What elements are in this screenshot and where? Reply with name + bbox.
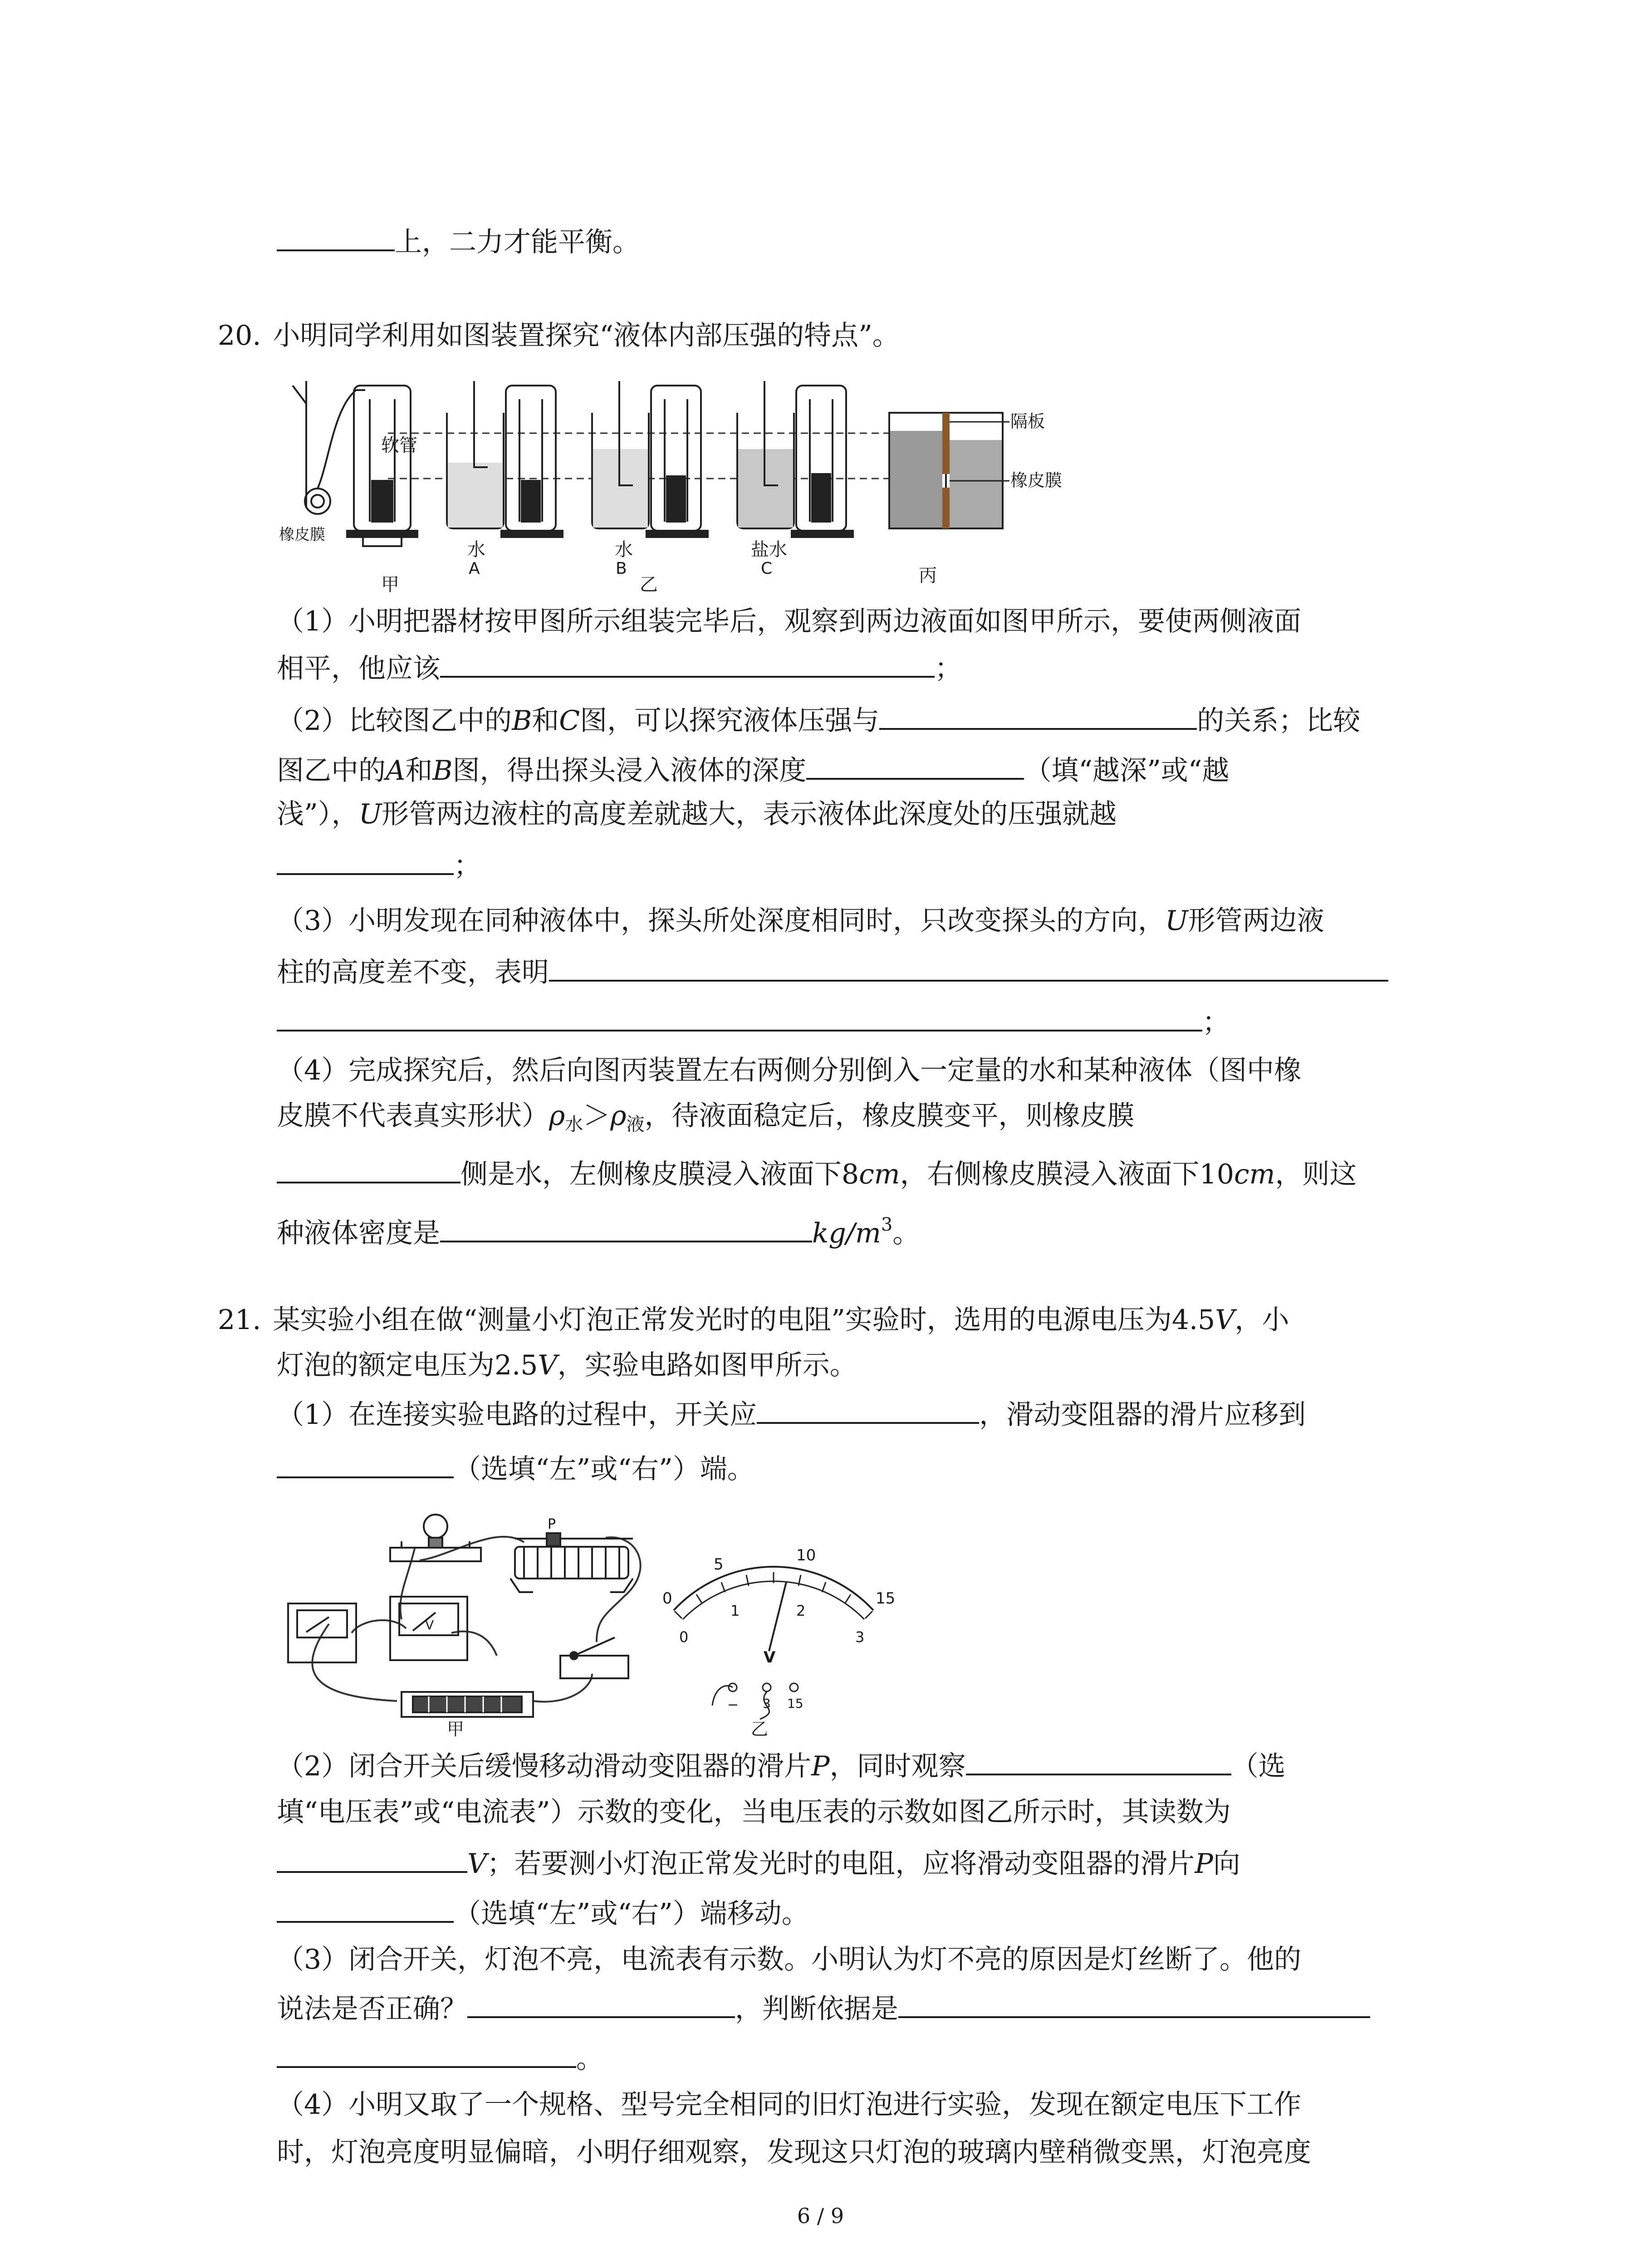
caption-yi: 乙: [640, 574, 658, 594]
q21-part4-line1: （4）小明又取了一个规格、型号完全相同的旧灯泡进行实验，发现在额定电压下工作: [277, 2089, 1302, 2121]
question-number: 20.: [218, 320, 261, 352]
answer-blank-2[interactable]: [879, 701, 1197, 730]
answer-blank-10[interactable]: [966, 1746, 1231, 1775]
apparatus-jia: [293, 381, 417, 546]
label-letter-c: C: [761, 559, 773, 578]
q20-part2-line2: 图乙中的A和B图，得出探头浸入液体的深度 （填“越深”或“越: [277, 751, 1229, 789]
q20-part4-line3: 侧是水，左侧橡皮膜浸入液面下8cm，右侧橡皮膜浸入液面下10cm，则这: [277, 1154, 1357, 1193]
q21-part2-line4: （选填“左”或“右”）端移动。: [277, 1894, 809, 1932]
lamp-icon: [390, 1515, 481, 1561]
q20-part2-line4: ；: [277, 846, 481, 884]
terminal-3: 3: [763, 1696, 771, 1711]
voltmeter-dial: [674, 1567, 873, 1651]
dial-inner-1: 1: [730, 1602, 740, 1619]
caption-jia: 甲: [381, 574, 399, 594]
q21-part2-line2: 填“电压表”或“电流表”）示数的变化，当电压表的示数如图乙所示时，其读数为: [277, 1796, 1231, 1828]
q21-part4-line2: 时，灯泡亮度明显偏暗，小明仔细观察，发现这只灯泡的玻璃内壁稍微变黑，灯泡亮度: [277, 2136, 1311, 2168]
dial-outer-5: 5: [714, 1555, 724, 1574]
answer-blank-4[interactable]: [277, 846, 454, 875]
answer-blank-14[interactable]: [898, 1989, 1370, 2018]
label-water-a: 水: [467, 539, 485, 560]
dial-outer-10: 10: [796, 1546, 816, 1564]
apparatus-b: [592, 381, 708, 537]
question-number: 21.: [218, 1304, 261, 1336]
caption-yi: 乙: [751, 1719, 769, 1737]
q20-part3-line1: （3）小明发现在同种液体中，探头所处深度相同时，只改变探头的方向，U形管两边液: [277, 905, 1324, 937]
dial-outer-15: 15: [876, 1589, 896, 1608]
q20-part3-line2: 柱的高度差不变，表明: [277, 953, 1388, 991]
label-rubber-film-right: 橡皮膜: [1010, 470, 1063, 490]
answer-blank-11[interactable]: [277, 1844, 467, 1873]
soft-tube-label: 软管: [381, 435, 417, 456]
answer-blank-1[interactable]: [440, 649, 935, 678]
answer-blank-5-cont[interactable]: [277, 1002, 1202, 1031]
label-water-b: 水: [615, 539, 633, 560]
q20-part1-line2: 相平，他应该 ；: [277, 649, 962, 687]
answer-blank-9[interactable]: [277, 1449, 454, 1478]
q21-part2-line3: V；若要测小灯泡正常发光时的电阻，应将滑动变阻器的滑片P向: [277, 1844, 1240, 1882]
answer-blank-14-cont[interactable]: [277, 2039, 576, 2068]
dial-inner-2: 2: [796, 1602, 806, 1619]
dial-inner-3: 3: [855, 1628, 865, 1646]
dial-outer-0: 0: [662, 1589, 672, 1608]
battery-icon: [402, 1692, 533, 1717]
caption-bing: 丙: [919, 565, 937, 586]
q20-part4-line2: 皮膜不代表真实形状）$\rho_水>\rho_液$，待液面稳定后，橡皮膜变平，则橡皮膜: [277, 1100, 1135, 1135]
voltmeter-letter: V: [425, 1618, 434, 1633]
terminal-15: 15: [787, 1696, 803, 1711]
q21-part3-line1: （3）闭合开关，灯泡不亮，电流表有示数。小明认为灯不亮的原因是灯丝断了。他的: [277, 1944, 1302, 1975]
apparatus-c: [737, 381, 853, 537]
switch-icon: [560, 1637, 628, 1678]
q21-part3-line3: 。: [277, 2039, 603, 2077]
rheostat-icon: [510, 1533, 633, 1592]
q21-stem-line1: 21. 某实验小组在做“测量小灯泡正常发光时的电阻”实验时，选用的电源电压为4.5V，小: [218, 1304, 1289, 1336]
q20-part1-line1: （1）小明把器材按甲图所示组装完毕后，观察到两边液面如图甲所示，要使两侧液面: [277, 606, 1302, 637]
answer-blank-5[interactable]: [549, 953, 1388, 982]
dial-terminals: [712, 1683, 798, 1719]
answer-blank-7[interactable]: [440, 1213, 812, 1242]
top-line: 上，二力才能平衡。: [277, 222, 640, 260]
q20-stem: 20. 小明同学利用如图装置探究“液体内部压强的特点”。: [218, 320, 900, 352]
label-letter-b: B: [616, 559, 627, 578]
answer-blank-8[interactable]: [757, 1395, 979, 1424]
q20-part2-line3: 浅”），U形管两边液柱的高度差就越大，表示液体此深度处的压强就越: [277, 798, 1117, 830]
apparatus-a: [447, 381, 563, 537]
label-partition: 隔板: [1010, 411, 1045, 431]
q20-figure: [279, 372, 1087, 594]
q20-part2-line1: （2）比较图乙中的B和C图，可以探究液体压强与 的关系；比较: [277, 701, 1360, 739]
page-number: 6 / 9: [797, 2204, 844, 2228]
q21-part1-line1: （1）在连接实验电路的过程中，开关应 ，滑动变阻器的滑片应移到: [277, 1395, 1306, 1433]
q21-stem-line2: 灯泡的额定电压为2.5V，实验电路如图甲所示。: [277, 1349, 857, 1381]
label-letter-a: A: [469, 559, 480, 578]
q21-part3-line2: 说法是否正确？ ，判断依据是: [277, 1989, 1370, 2027]
answer-blank-3[interactable]: [806, 751, 1024, 780]
dial-letter-v: V: [764, 1648, 776, 1667]
slider-label: P: [548, 1516, 556, 1532]
apparatus-bing: [889, 413, 1009, 528]
q21-figure: [279, 1506, 923, 1737]
rubber-film-label: 橡皮膜: [279, 526, 325, 544]
answer-blank-12[interactable]: [277, 1894, 454, 1923]
dial-inner-0: 0: [679, 1628, 689, 1646]
terminal-minus: −: [727, 1697, 739, 1713]
q20-part3-line3: ；: [277, 1002, 1230, 1041]
label-salt-water: 盐水: [751, 539, 787, 560]
q21-part2-line1: （2）闭合开关后缓慢移动滑动变阻器的滑片P，同时观察 （选: [277, 1746, 1286, 1784]
q21-part1-line2: （选填“左”或“右”）端。: [277, 1449, 754, 1487]
q20-part4-line4: 种液体密度是 $kg/m^3$。: [277, 1214, 920, 1249]
answer-blank-6[interactable]: [277, 1154, 460, 1183]
answer-blank[interactable]: [277, 222, 395, 251]
q20-part4-line1: （4）完成探究后，然后向图丙装置左右两侧分别倒入一定量的水和某种液体（图中橡: [277, 1055, 1302, 1086]
caption-jia: 甲: [447, 1719, 465, 1737]
answer-blank-13[interactable]: [467, 1989, 735, 2018]
